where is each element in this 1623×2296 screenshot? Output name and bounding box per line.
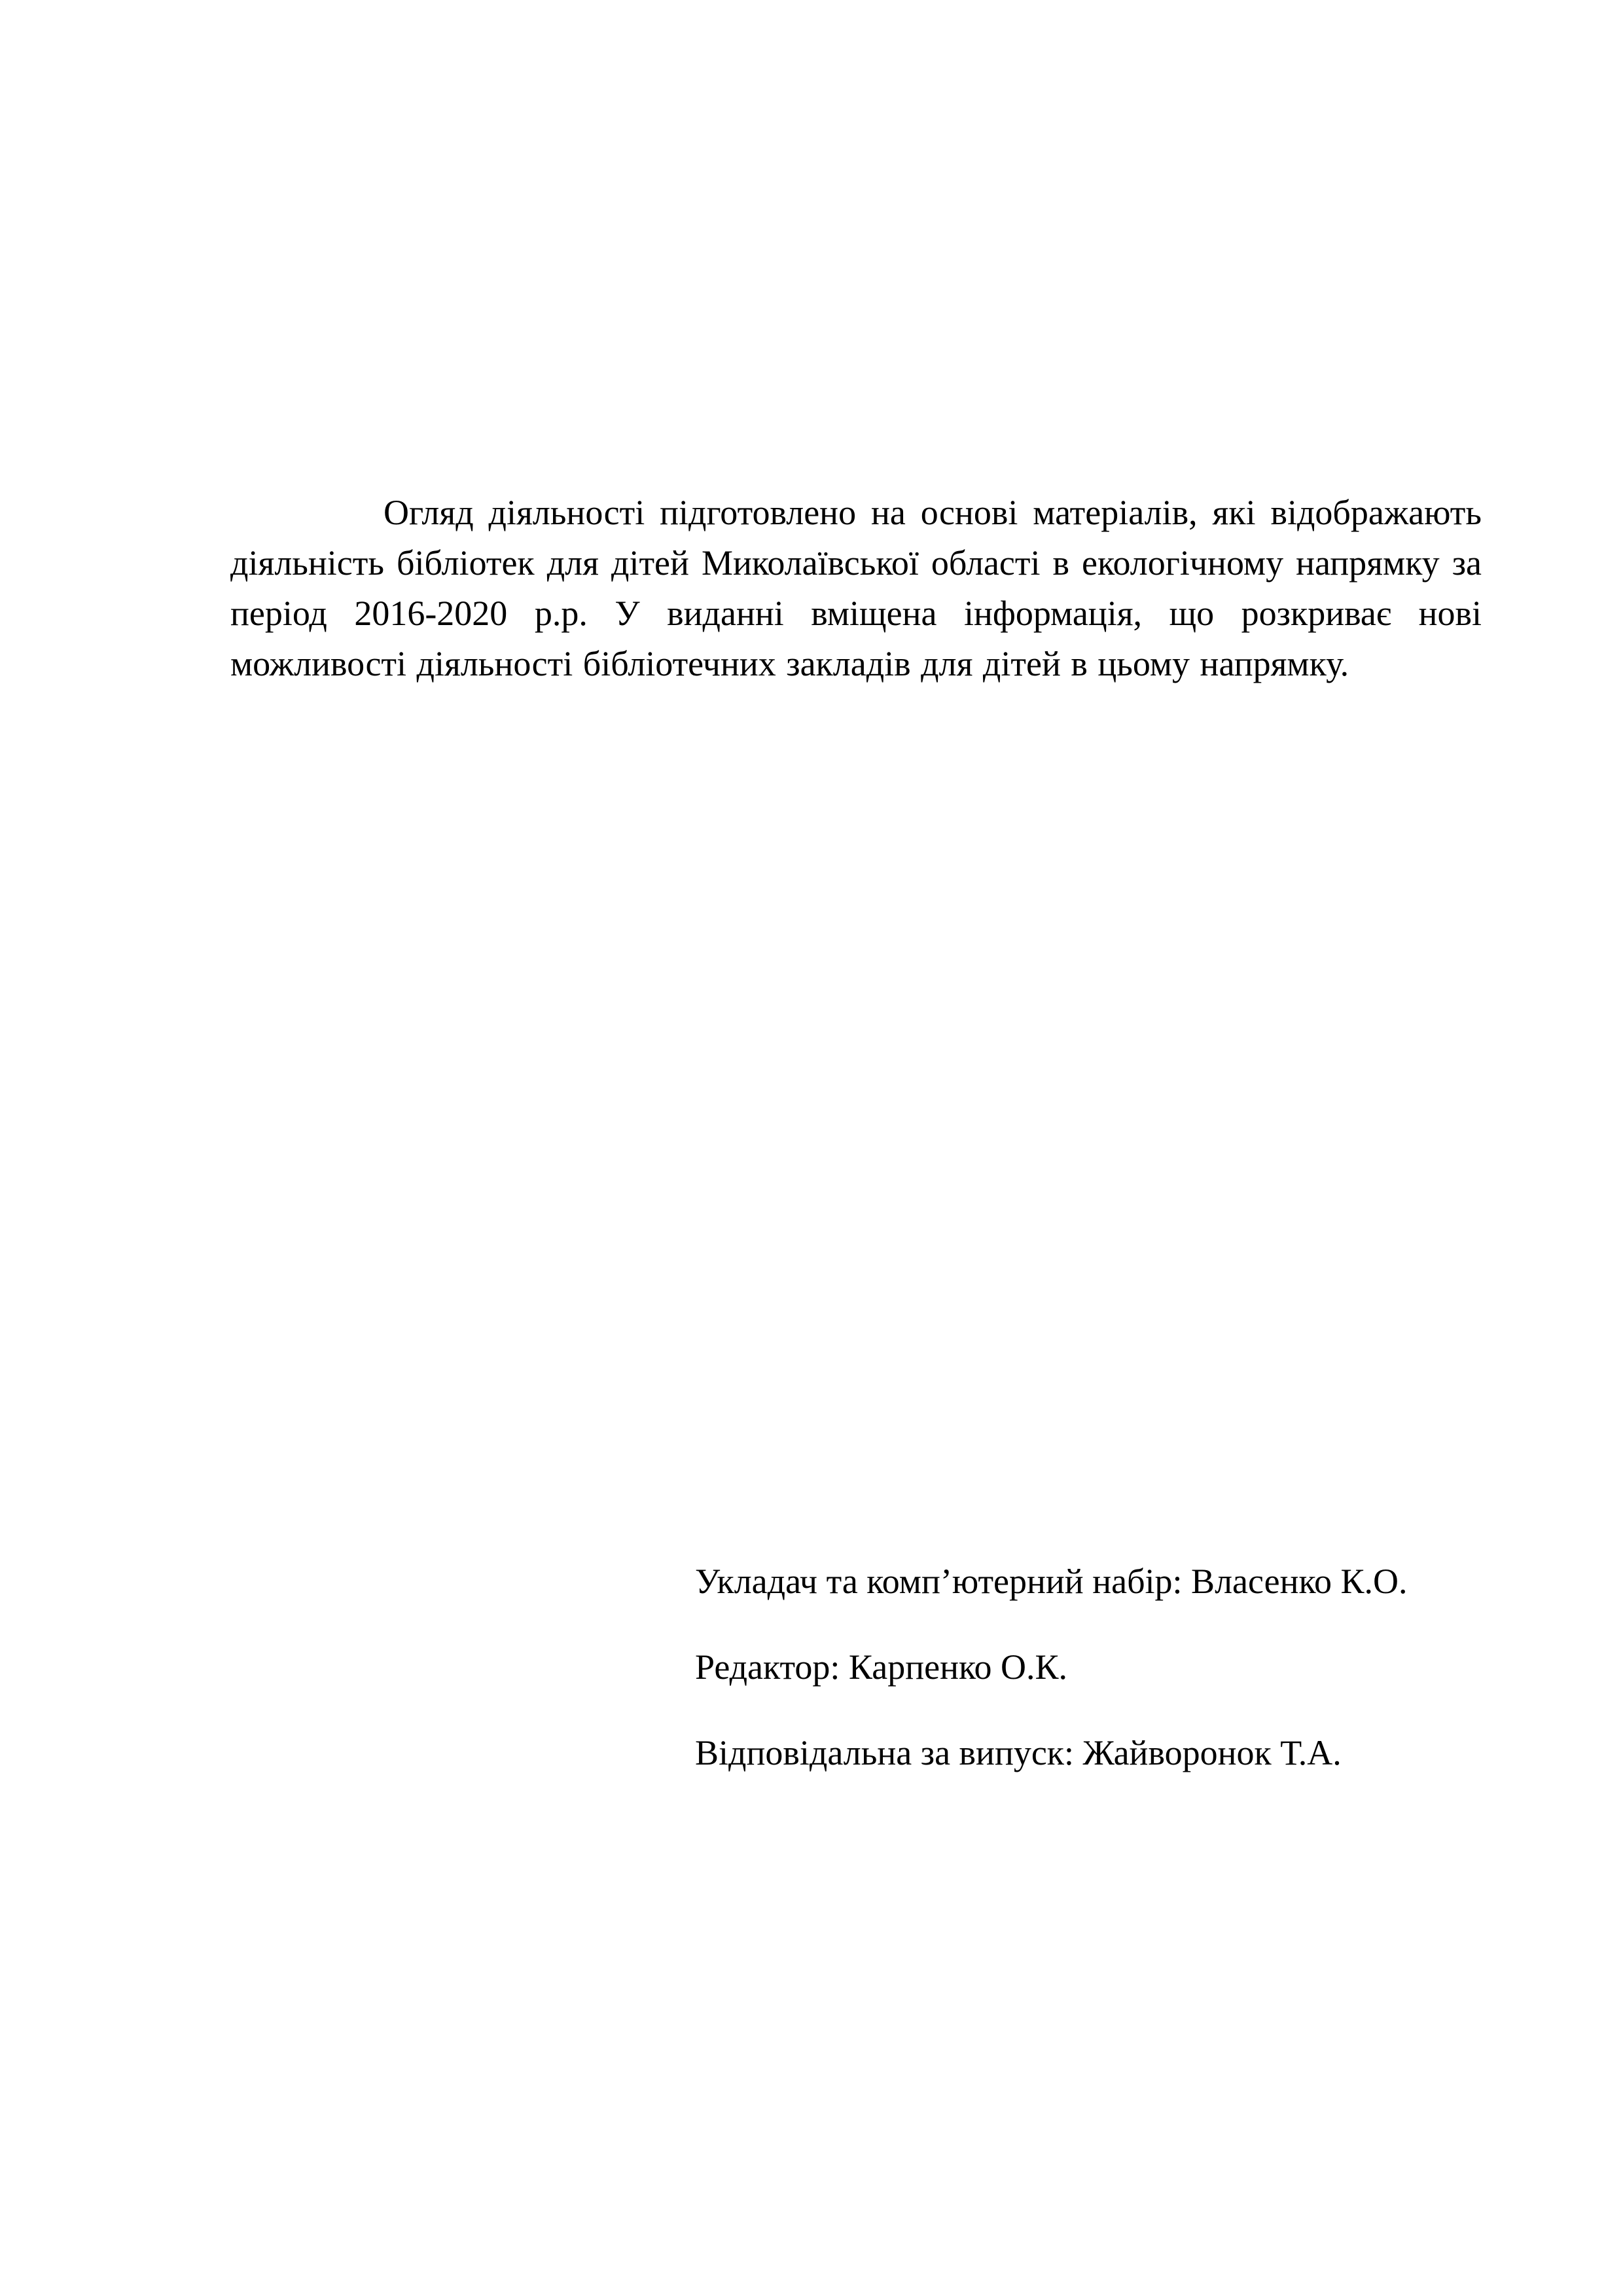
credits-list <box>695 1556 1480 1814</box>
credit-compiler: Укладач та комп’ютерний набір: Власенко К.О. <box>695 1562 1408 1601</box>
credit-editor: Редактор: Карпенко О.К. <box>695 1647 1067 1687</box>
credit-responsible: Відповідальна за випуск: Жайворонок Т.А. <box>695 1733 1342 1772</box>
abstract-paragraph: Огляд діяльності підготовлено на основі матеріалів, які відображають діяльність бібліотек для дітей Миколаївської області в екологічному напрямку за період 2016-2020 р.р. У виданні вміщена інформація, що розкриває нові можливості діяльності бібліотечних закладів для дітей в цьому напрямку. <box>230 493 1482 683</box>
